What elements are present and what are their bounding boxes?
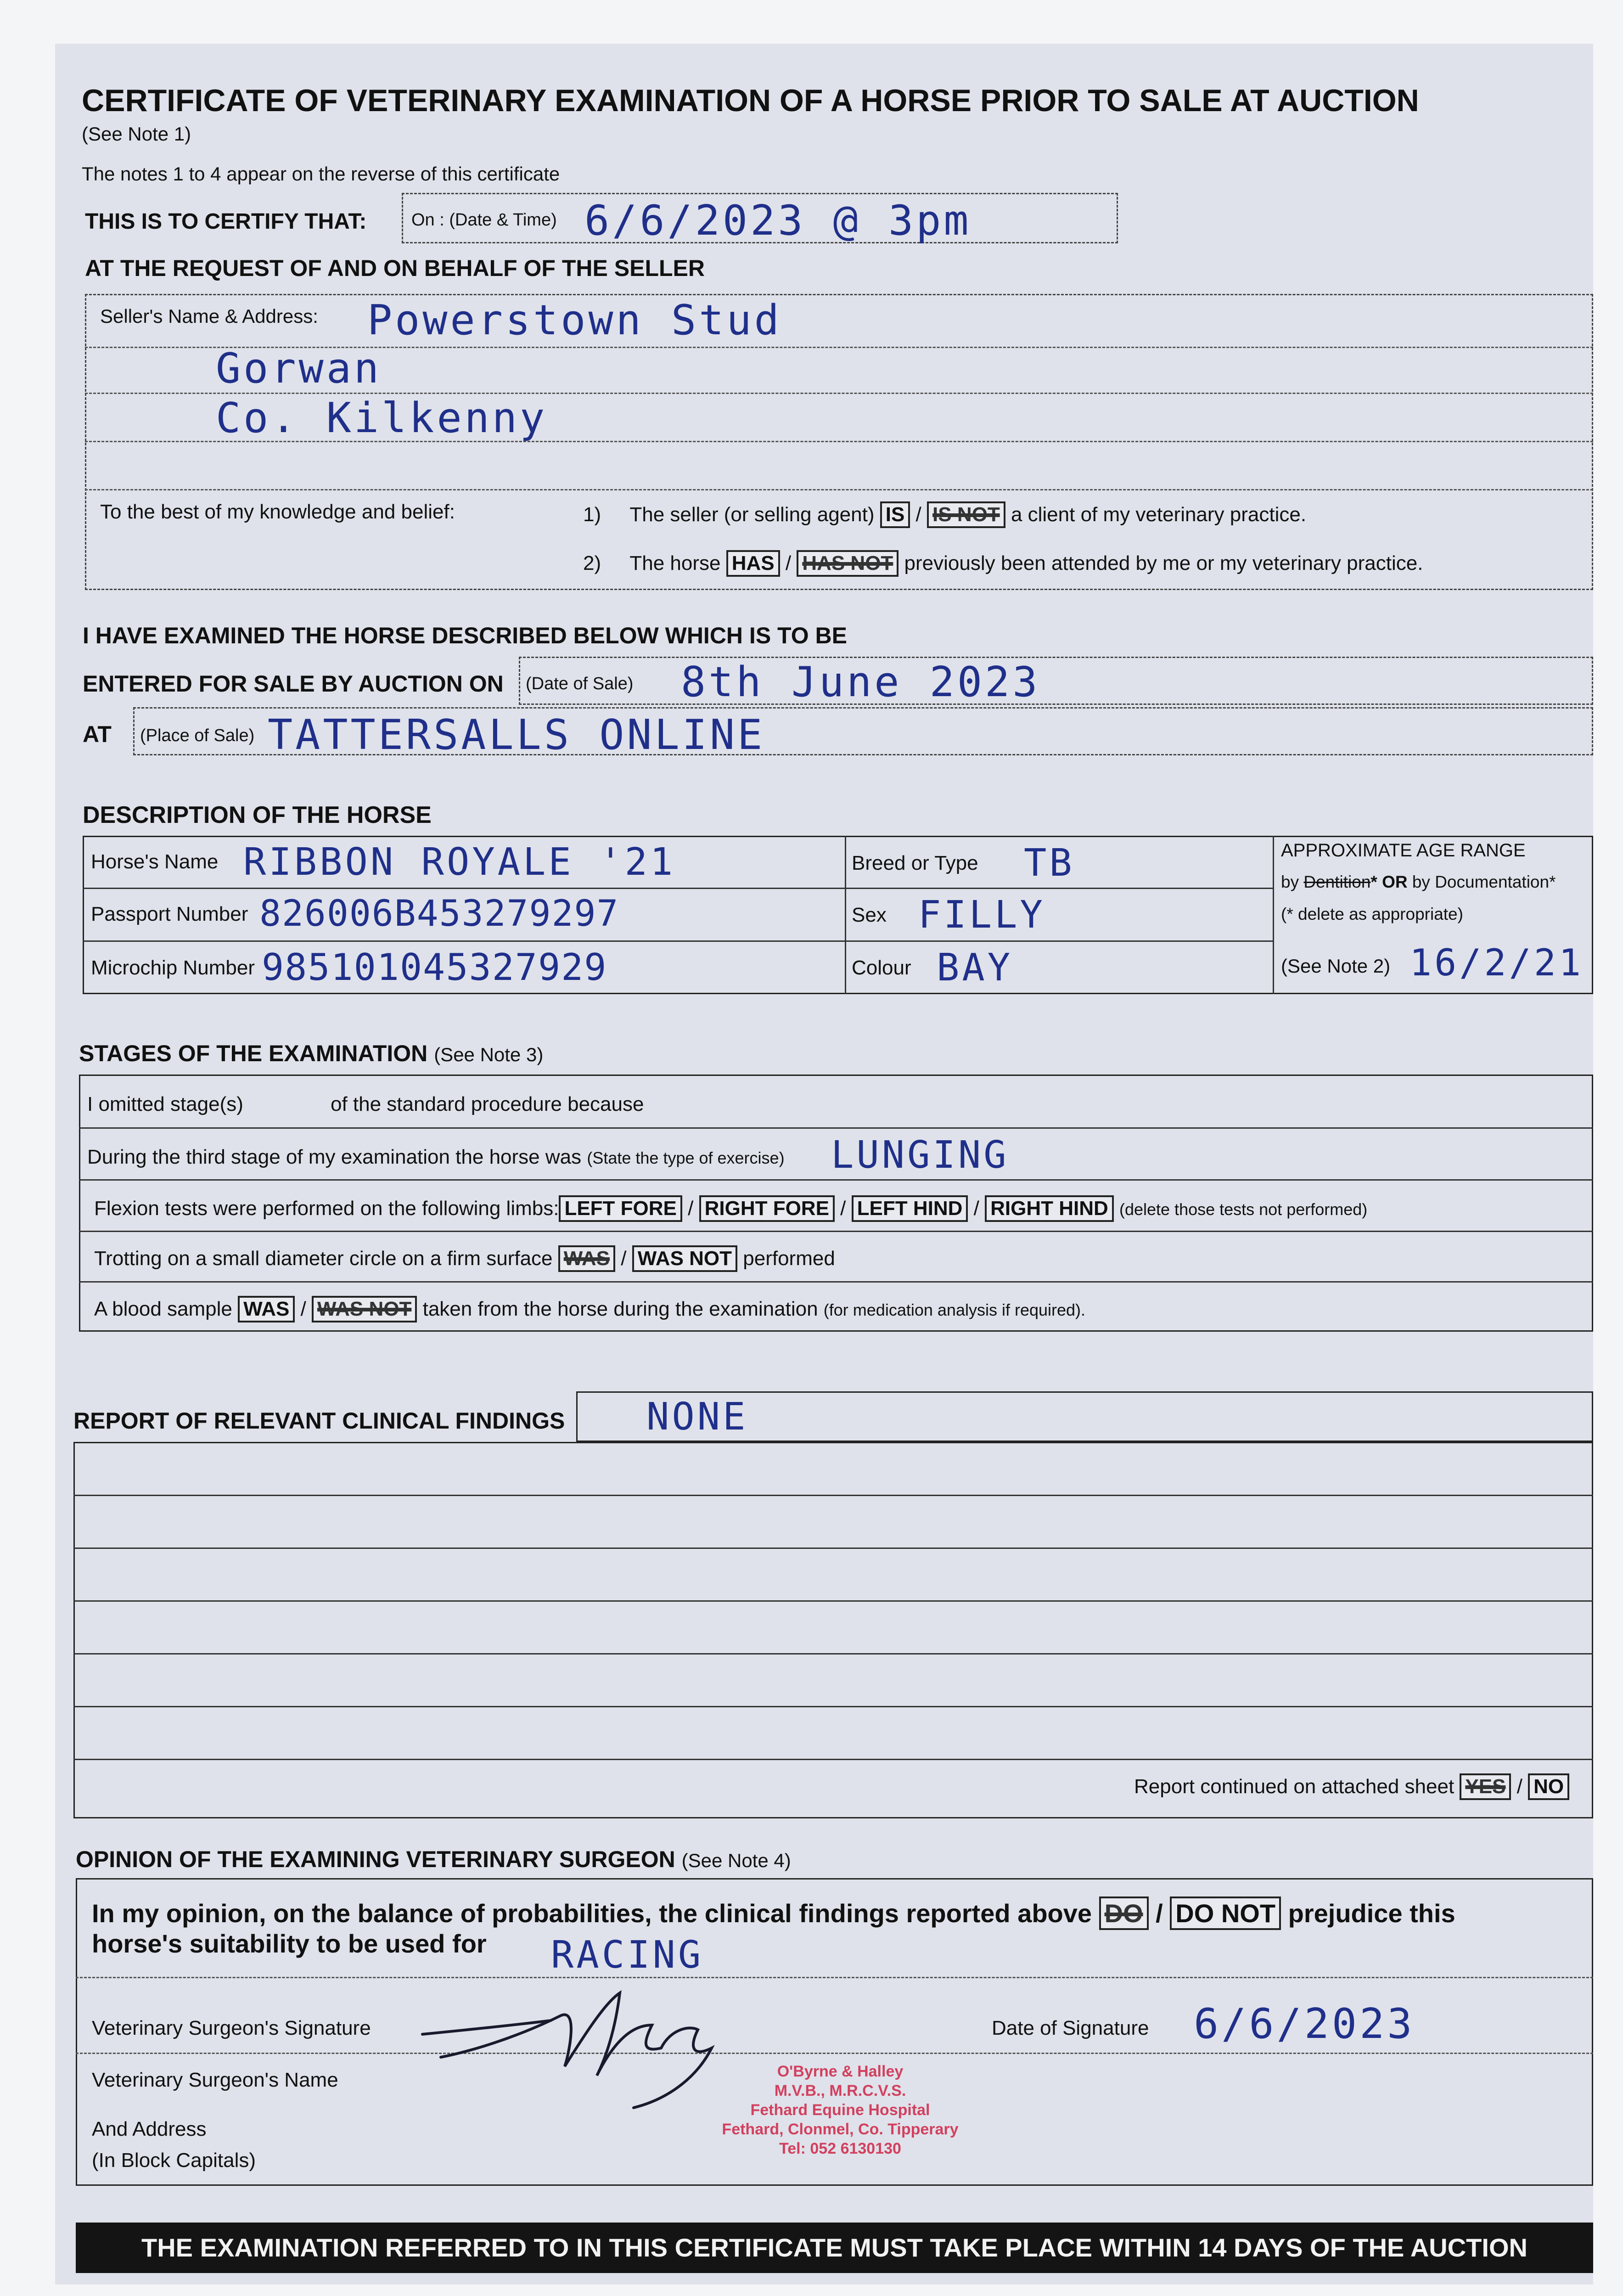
opinion-heading: OPINION OF THE EXAMINING VETERINARY SURGEON (See Note 4) (76, 1846, 791, 1872)
right-fore-option[interactable]: RIGHT FORE (699, 1195, 835, 1222)
opinion-do-option[interactable]: DO (1099, 1896, 1149, 1930)
flexion-line: Flexion tests were performed on the following limbs: LEFT FORE / RIGHT FORE / LEFT HIND / RIGHT HIND (delete those tests not performed) (94, 1195, 1367, 1222)
seller-label: Seller's Name & Address: (100, 305, 318, 327)
date-of-signature-value[interactable]: 6/6/2023 (1194, 2000, 1415, 2048)
sex-value[interactable]: FILLY (918, 893, 1045, 937)
report-continued-line: Report continued on attached sheet YES / NO (1134, 1773, 1569, 1800)
has-option[interactable]: HAS (726, 550, 780, 577)
report-heading: REPORT OF RELEVANT CLINICAL FINDINGS (73, 1408, 565, 1434)
left-fore-option[interactable]: LEFT FORE (559, 1195, 682, 1222)
sale-date-value: 8th June 2023 (681, 658, 1040, 706)
report-area[interactable] (73, 1442, 1593, 1818)
age-method-line: by Dentition* OR by Documentation* (1281, 872, 1556, 891)
right-hind-option[interactable]: RIGHT HIND (985, 1195, 1114, 1222)
seller-line-3[interactable]: Co. Kilkenny (216, 394, 548, 442)
continued-yes-option[interactable]: YES (1460, 1773, 1511, 1800)
certificate-title: CERTIFICATE OF VETERINARY EXAMINATION OF A HORSE PRIOR TO SALE AT AUCTION (82, 83, 1419, 118)
knowledge-label: To the best of my knowledge and belief: (100, 501, 455, 523)
is-option[interactable]: IS (880, 501, 910, 528)
examined-line-2: ENTERED FOR SALE BY AUCTION ON (83, 671, 504, 697)
blood-sample-line: A blood sample WAS / WAS NOT taken from the horse during the examination (for medication analysis if required). (94, 1296, 1085, 1322)
opinion-do-not-option[interactable]: DO NOT (1170, 1896, 1281, 1930)
opinion-line-2: horse's suitability to be used for (92, 1929, 487, 1958)
report-first-line[interactable] (576, 1391, 1593, 1442)
left-hind-option[interactable]: LEFT HIND (852, 1195, 968, 1222)
age-value[interactable]: 16/2/21 (1410, 941, 1584, 984)
has-not-option[interactable]: HAS NOT (797, 550, 899, 577)
certify-date-field[interactable] (402, 193, 1118, 243)
stages-heading: STAGES OF THE EXAMINATION (See Note 3) (79, 1041, 544, 1066)
opinion-line-1: In my opinion, on the balance of probabilities, the clinical findings reported above DO / DO NOT prejudice this (92, 1896, 1455, 1930)
at-label: AT (83, 721, 112, 747)
use-value[interactable]: RACING (551, 1933, 704, 1977)
colour-value[interactable]: BAY (937, 946, 1013, 990)
certify-label: THIS IS TO CERTIFY THAT: (85, 209, 367, 234)
blood-was-option[interactable]: WAS (238, 1296, 295, 1322)
trot-was-not-option[interactable]: WAS NOT (632, 1245, 737, 1272)
sale-place-field[interactable]: (Place of Sale) TATTERSALLS ONLINE (133, 707, 1593, 755)
examined-line-1: I HAVE EXAMINED THE HORSE DESCRIBED BELOW WHICH IS TO BE (83, 623, 847, 648)
is-not-option[interactable]: IS NOT (927, 501, 1005, 528)
knowledge-item-2: 2) The horse HAS / HAS NOT previously been attended by me or my veterinary practice. (583, 550, 1423, 577)
microchip-value[interactable]: 985101045327929 (262, 946, 607, 989)
breed-value[interactable]: TB (1024, 841, 1075, 885)
documentation-option[interactable]: by Documentation* (1412, 872, 1556, 891)
passport-value[interactable]: 826006B453279297 (259, 893, 619, 934)
notes-line: The notes 1 to 4 appear on the reverse of this certificate (82, 163, 560, 185)
trot-was-option[interactable]: WAS (558, 1245, 615, 1272)
seller-line-1[interactable]: Powerstown Stud (367, 296, 782, 344)
practice-stamp: O'Byrne & Halley M.V.B., M.R.C.V.S. Fethard Equine Hospital Fethard, Clonmel, Co. Tipperary Tel: 052 6130130 (722, 2063, 959, 2157)
footer-banner: THE EXAMINATION REFERRED TO IN THIS CERTIFICATE MUST TAKE PLACE WITHIN 14 DAYS OF THE AUCTION (76, 2223, 1593, 2273)
third-stage-value[interactable]: LUNGING (831, 1133, 1009, 1177)
blood-was-not-option[interactable]: WAS NOT (312, 1296, 417, 1322)
see-note-1: (See Note 1) (82, 123, 191, 145)
knowledge-item-1: 1) The seller (or selling agent) IS / IS NOT a client of my veterinary practice. (583, 501, 1306, 528)
on-date-value: 6/6/2023 @ 3pm (584, 197, 972, 245)
sale-place-value: TATTERSALLS ONLINE (268, 711, 765, 759)
trotting-line: Trotting on a small diameter circle on a firm surface WAS / WAS NOT performed (94, 1245, 835, 1272)
third-stage-line: During the third stage of my examination the horse was (State the type of exercise) (87, 1146, 785, 1168)
on-date-label: On : (Date & Time) (411, 210, 557, 230)
continued-no-option[interactable]: NO (1528, 1773, 1569, 1800)
horse-name-value[interactable]: RIBBON ROYALE '21 (243, 840, 676, 884)
sale-date-field[interactable]: (Date of Sale) 8th June 2023 (519, 657, 1593, 705)
seller-line-2[interactable]: Gorwan (216, 344, 382, 393)
description-heading: DESCRIPTION OF THE HORSE (83, 802, 432, 828)
dentition-option[interactable]: Dentition (1303, 872, 1371, 891)
report-value: NONE (646, 1395, 748, 1439)
request-line: AT THE REQUEST OF AND ON BEHALF OF THE SELLER (85, 255, 705, 281)
